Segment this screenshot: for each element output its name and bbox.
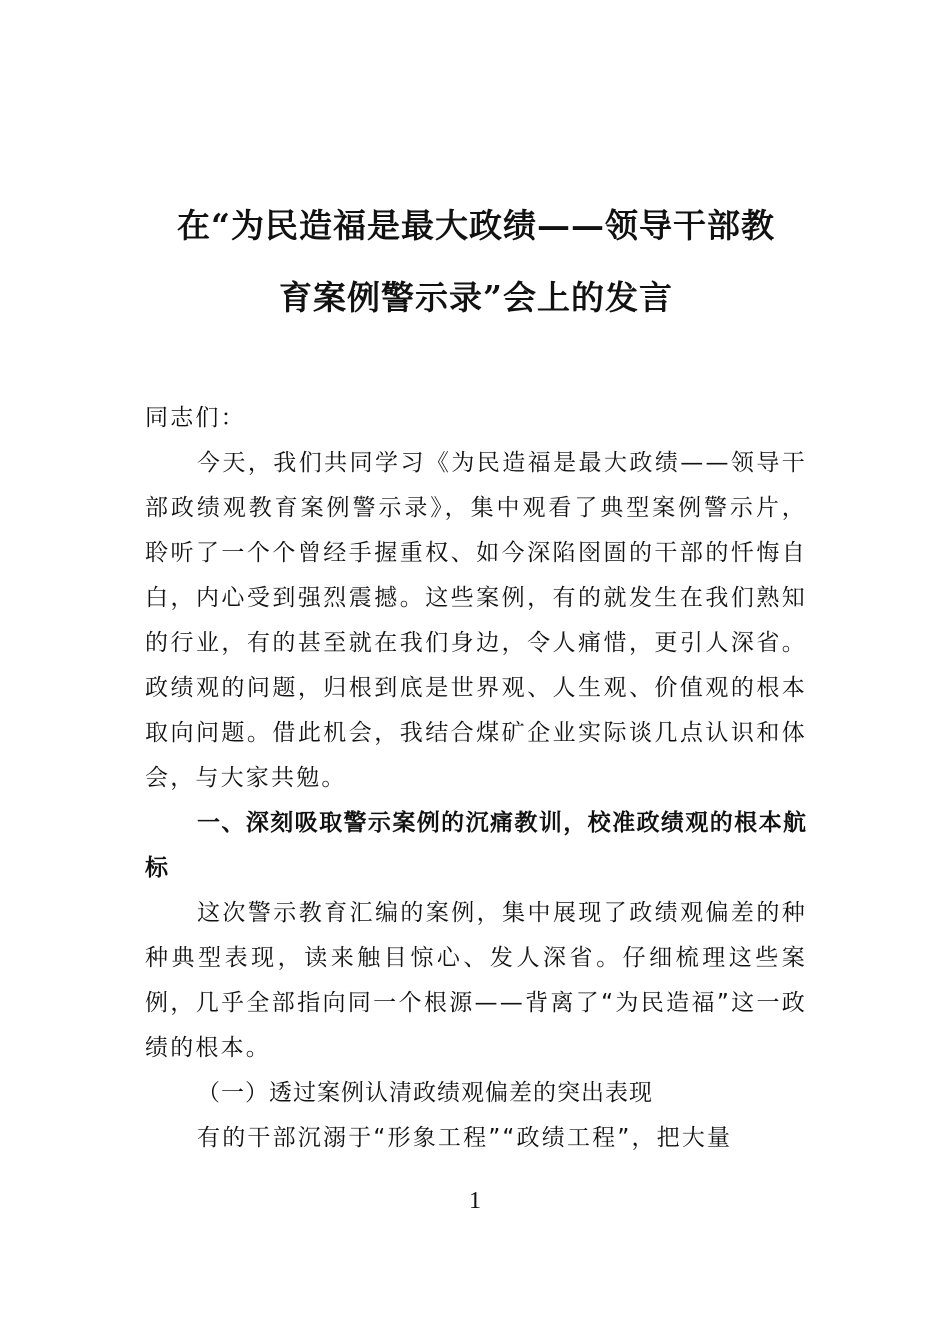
intro-paragraph: 今天，我们共同学习《为民造福是最大政绩——领导干部政绩观教育案例警示录》，集中观看了典型案例警示片，聆听了一个个曾经手握重权、如今深陷囹圄的干部的忏悔自白，内心受到强烈震撼。这些案例，有的就发生在我们熟知的行业，有的甚至就在我们身边，令人痛惜，更引人深省。政绩观的问题，归根到底是世界观、人生观、价值观的根本取向问题。借此机会，我结合煤矿企业实际谈几点认识和体会，与大家共勉。 <box>145 450 807 791</box>
section-1-paragraph: 这次警示教育汇编的案例，集中展现了政绩观偏差的种种典型表现，读来触目惊心、发人深省。仔细梳理这些案例，几乎全部指向同一个根源——背离了“为民造福”这一政绩的根本。 <box>145 900 807 1061</box>
document-title <box>145 190 807 334</box>
section-heading-1: 一、深刻吸取警示案例的沉痛教训，校准政绩观的根本航标 <box>145 810 807 881</box>
salutation: 同志们： <box>145 405 246 431</box>
document-body <box>145 396 807 1161</box>
title-line-1: 在“为民造福是最大政绩——领导干部教 <box>177 206 775 245</box>
page-number: 1 <box>469 1188 481 1214</box>
subsection-heading-1: （一）透过案例认清政绩观偏差的突出表现 <box>197 1080 653 1106</box>
subsection-1-paragraph: 有的干部沉溺于“形象工程”“政绩工程”，把大量 <box>197 1125 733 1151</box>
title-line-2: 育案例警示录”会上的发言 <box>279 278 673 317</box>
